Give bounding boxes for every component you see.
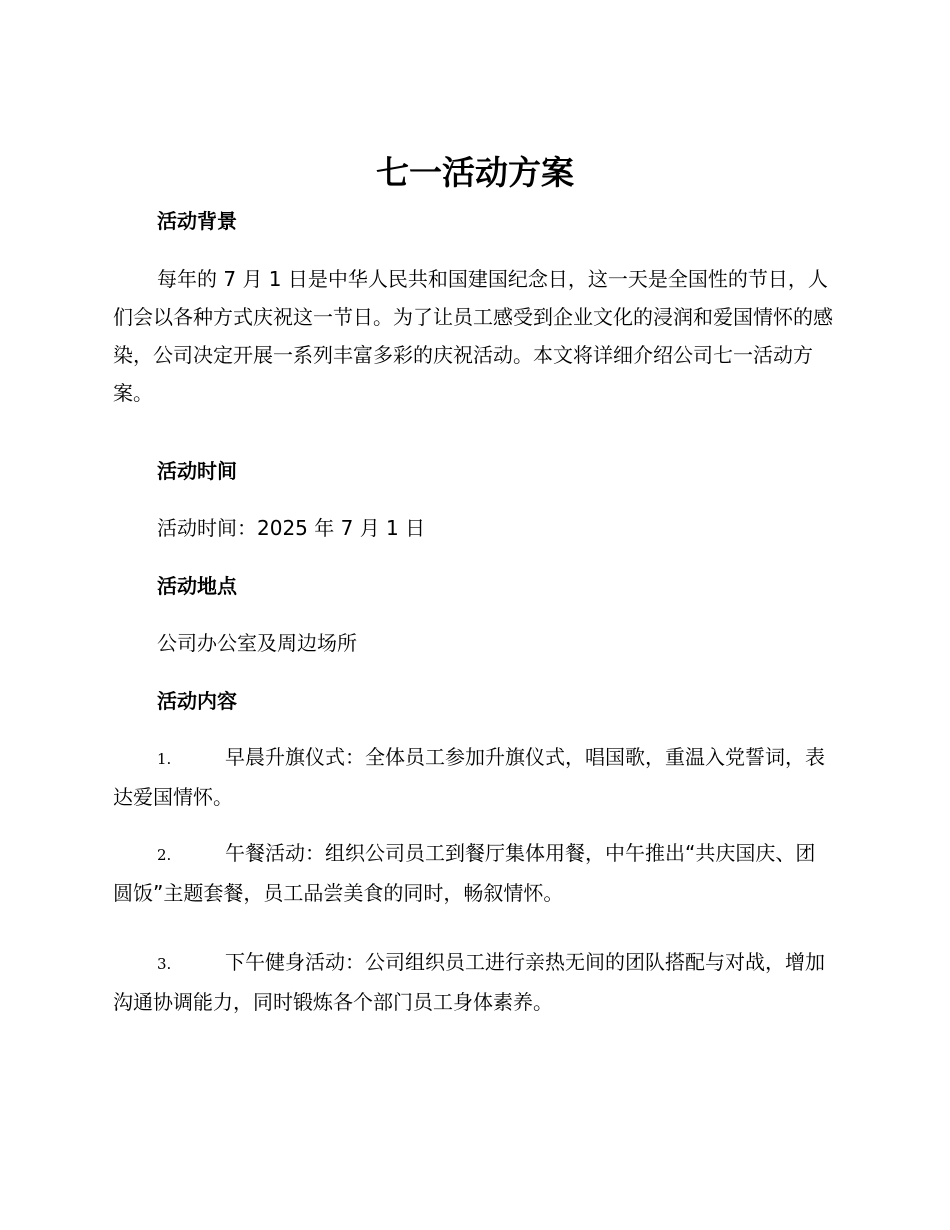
list-item-number: 3. [157,955,172,973]
location-text: 公司办公室及周边场所 [157,631,357,655]
time-text: 活动时间：2025 年 7 月 1 日 [157,516,426,540]
list-item-number: 1. [157,750,172,768]
section-heading-time: 活动时间 [157,459,237,483]
list-item-number: 2. [157,846,172,864]
list-item-text: 午餐活动：组织公司员工到餐厅集体用餐，中午推出“共庆国庆、团圆饭”主题套餐，员工品尝美食的同时，畅叙情怀。 [113,841,816,905]
background-paragraph: 每年的 7 月 1 日是中华人民共和国建国纪念日，这一天是全国性的节日，人们会以各种方式庆祝这一节日。为了让员工感受到企业文化的浸润和爱国情怀的感染，公司决定开展一系列丰富多彩的庆祝活动。本文将详细介绍公司七一活动方案。 [113,267,833,405]
section-heading-content: 活动内容 [157,689,237,713]
section-heading-background: 活动背景 [157,209,237,233]
section-heading-location: 活动地点 [157,574,237,598]
list-item [113,738,833,816]
document-title: 七一活动方案 [376,153,574,192]
list-item [113,834,833,912]
list-item-text: 早晨升旗仪式：全体员工参加升旗仪式，唱国歌，重温入党誓词，表达爱国情怀。 [113,745,825,809]
list-item-text: 下午健身活动：公司组织员工进行亲热无间的团队搭配与对战，增加沟通协调能力，同时锻炼各个部门员工身体素养。 [113,950,825,1014]
list-item [113,943,833,1021]
